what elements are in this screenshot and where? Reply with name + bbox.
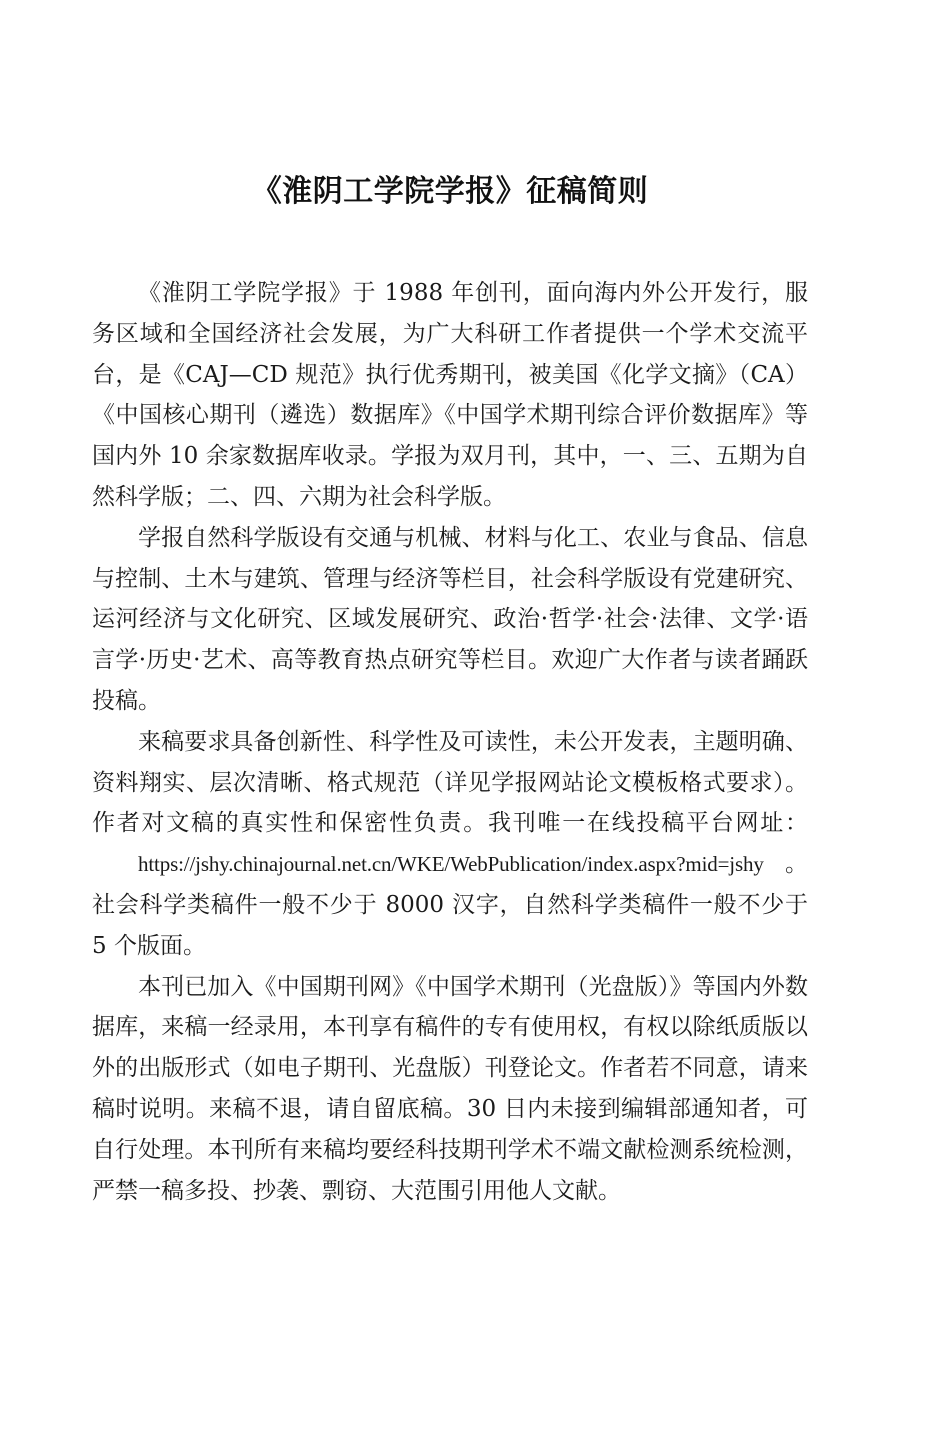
paragraph-copyright: 本刊已加入《中国期刊网》《中国学术期刊（光盘版）》等国内外数据库，来稿一经录用，本刊享有稿件的专有使用权，有权以除纸质版以外的出版形式（如电子期刊、光盘版）刊登论文。作者若不同意，请来稿时说明。来稿不退，请自留底稿。30 日内未接到编辑部通知者，可自行处理。本刊所有来稿均要经科技期刊学术不端文献检测系统检测，严禁一稿多投、抄袭、剽窃、大范围引用他人文献。 [92, 973, 808, 1204]
requirements-text: 来稿要求具备创新性、科学性及可读性，未公开发表，主题明确、资料翔实、层次清晰、格式规范（详见学报网站论文模板格式要求）。作者对文稿的真实性和保密性负责。我刊唯一在线投稿平台网址： [92, 728, 808, 837]
page-title: 《淮阴工学院学报》征稿简则 [251, 174, 649, 209]
paragraph-columns: 学报自然科学版设有交通与机械、材料与化工、农业与食品、信息与控制、土木与建筑、管理与经济等栏目，社会科学版设有党建研究、运河经济与文化研究、区域发展研究、政治·哲学·社会·法律、文学·语言学·历史·艺术、高等教育热点研究等栏目。欢迎广大作者与读者踊跃投稿。 [92, 524, 808, 714]
article-body [92, 273, 808, 1211]
document-page [92, 168, 808, 1211]
submission-url: https://jshy.chinajournal.net.cn/WKE/WebPublication/index.aspx?mid=jshy [138, 852, 764, 877]
requirements-length-text: 。社会科学类稿件一般不少于 8000 汉字，自然科学类稿件一般不少于 5 个版面。 [92, 851, 808, 959]
paragraph-intro: 《淮阴工学院学报》于 1988 年创刊，面向海内外公开发行，服务区域和全国经济社会发展，为广大科研工作者提供一个学术交流平台，是《CAJ—CD 规范》执行优秀期刊，被美国《化学文摘》（CA）《中国核心期刊（遴选）数据库》《中国学术期刊综合评价数据库》等国内外 10 余家数据库收录。学报为双月刊，其中，一、三、五期为自然科学版；二、四、六期为社会科学版。 [92, 280, 808, 510]
paragraph-requirements [92, 722, 808, 967]
